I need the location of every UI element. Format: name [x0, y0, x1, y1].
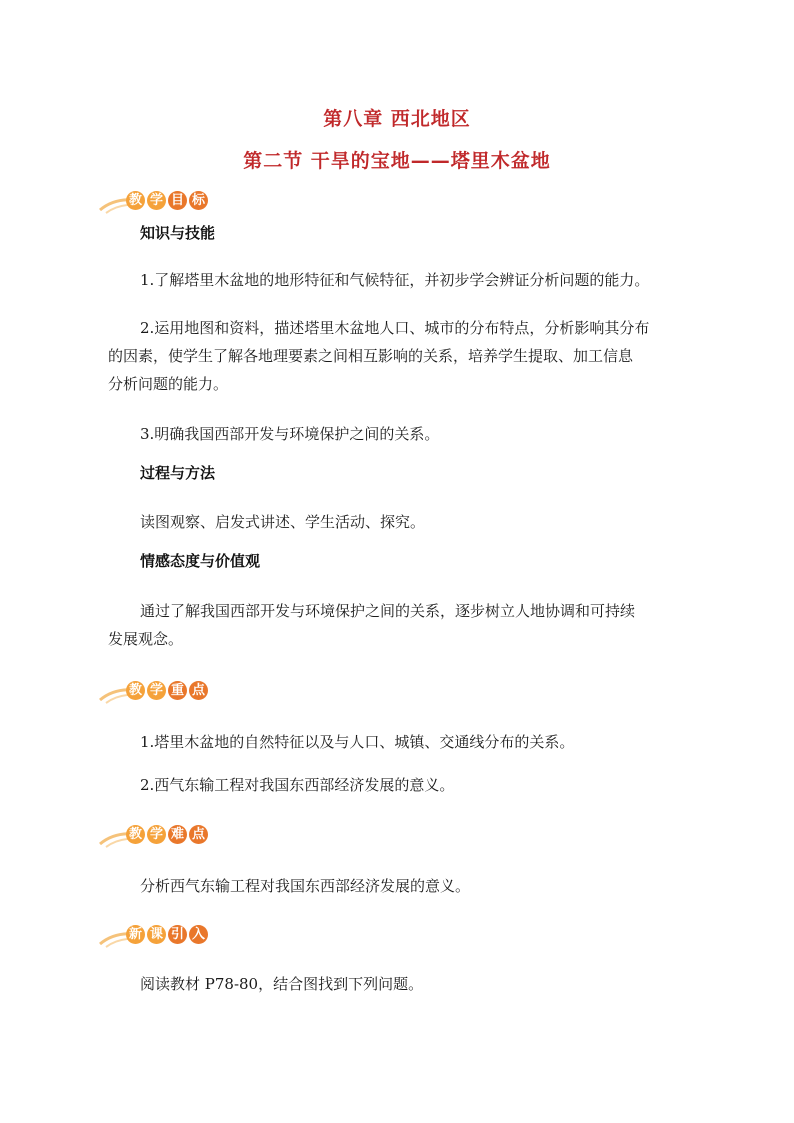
- banner-char: 入: [189, 925, 208, 944]
- intro-text-content: 阅读教材 P78-80，结合图找到下列问题。: [140, 975, 424, 993]
- objective-item-2: [108, 314, 682, 398]
- banner-char: 重: [168, 681, 187, 700]
- attitude-line: 发展观念。: [108, 630, 184, 648]
- objectives-banner: [96, 186, 296, 216]
- banner-char: 引: [168, 925, 187, 944]
- objective-item-1-text: 1.了解塔里木盆地的地形特征和气候特征，并初步学会辨证分析问题的能力。: [140, 271, 650, 289]
- banner-char: 学: [147, 681, 166, 700]
- intro-text: [108, 970, 682, 998]
- attitude-text: [108, 597, 682, 653]
- banner-char: 课: [147, 925, 166, 944]
- key-points-banner: [96, 676, 296, 706]
- process-text: [108, 508, 682, 536]
- banner-char: 教: [126, 681, 145, 700]
- banner-char: 新: [126, 925, 145, 944]
- objective-item-1: [108, 266, 682, 294]
- intro-banner: [96, 920, 296, 950]
- key-point-1: [108, 728, 682, 756]
- key-point-1-text: 1.塔里木盆地的自然特征以及与人口、城镇、交通线分布的关系。: [140, 733, 575, 751]
- banner-char: 难: [168, 825, 187, 844]
- attitude-line: 通过了解我国西部开发与环境保护之间的关系，逐步树立人地协调和可持续: [140, 602, 636, 620]
- banner-char: 学: [147, 825, 166, 844]
- banner-char: 点: [189, 681, 208, 700]
- key-point-2: [108, 771, 682, 799]
- chapter-title: 第八章 西北地区: [323, 108, 471, 130]
- key-point-2-text: 2.西气东输工程对我国东西部经济发展的意义。: [140, 776, 455, 794]
- banner-char: 目: [168, 191, 187, 210]
- section-title: 第二节 干旱的宝地——塔里木盆地: [243, 150, 551, 172]
- process-text-content: 读图观察、启发式讲述、学生活动、探究。: [140, 513, 426, 531]
- banner-char: 教: [126, 825, 145, 844]
- banner-char: 教: [126, 191, 145, 210]
- banner-char: 学: [147, 191, 166, 210]
- banner-char: 点: [189, 825, 208, 844]
- banner-char: 标: [189, 191, 208, 210]
- objective-item-2-line: 的因素，使学生了解各地理要素之间相互影响的关系，培养学生提取、加工信息: [108, 347, 634, 365]
- difficulties-banner: [96, 820, 296, 850]
- process-heading: 过程与方法: [140, 464, 216, 482]
- knowledge-heading: 知识与技能: [140, 224, 216, 242]
- objective-item-2-line: 分析问题的能力。: [108, 375, 229, 393]
- objective-item-3-text: 3.明确我国西部开发与环境保护之间的关系。: [140, 425, 440, 443]
- difficulty-text: [108, 872, 682, 900]
- objective-item-2-line: 2.运用地图和资料，描述塔里木盆地人口、城市的分布特点，分析影响其分布: [140, 319, 650, 337]
- attitude-heading: 情感态度与价值观: [140, 552, 261, 570]
- difficulty-text-content: 分析西气东输工程对我国东西部经济发展的意义。: [140, 877, 471, 895]
- objective-item-3: [108, 420, 682, 448]
